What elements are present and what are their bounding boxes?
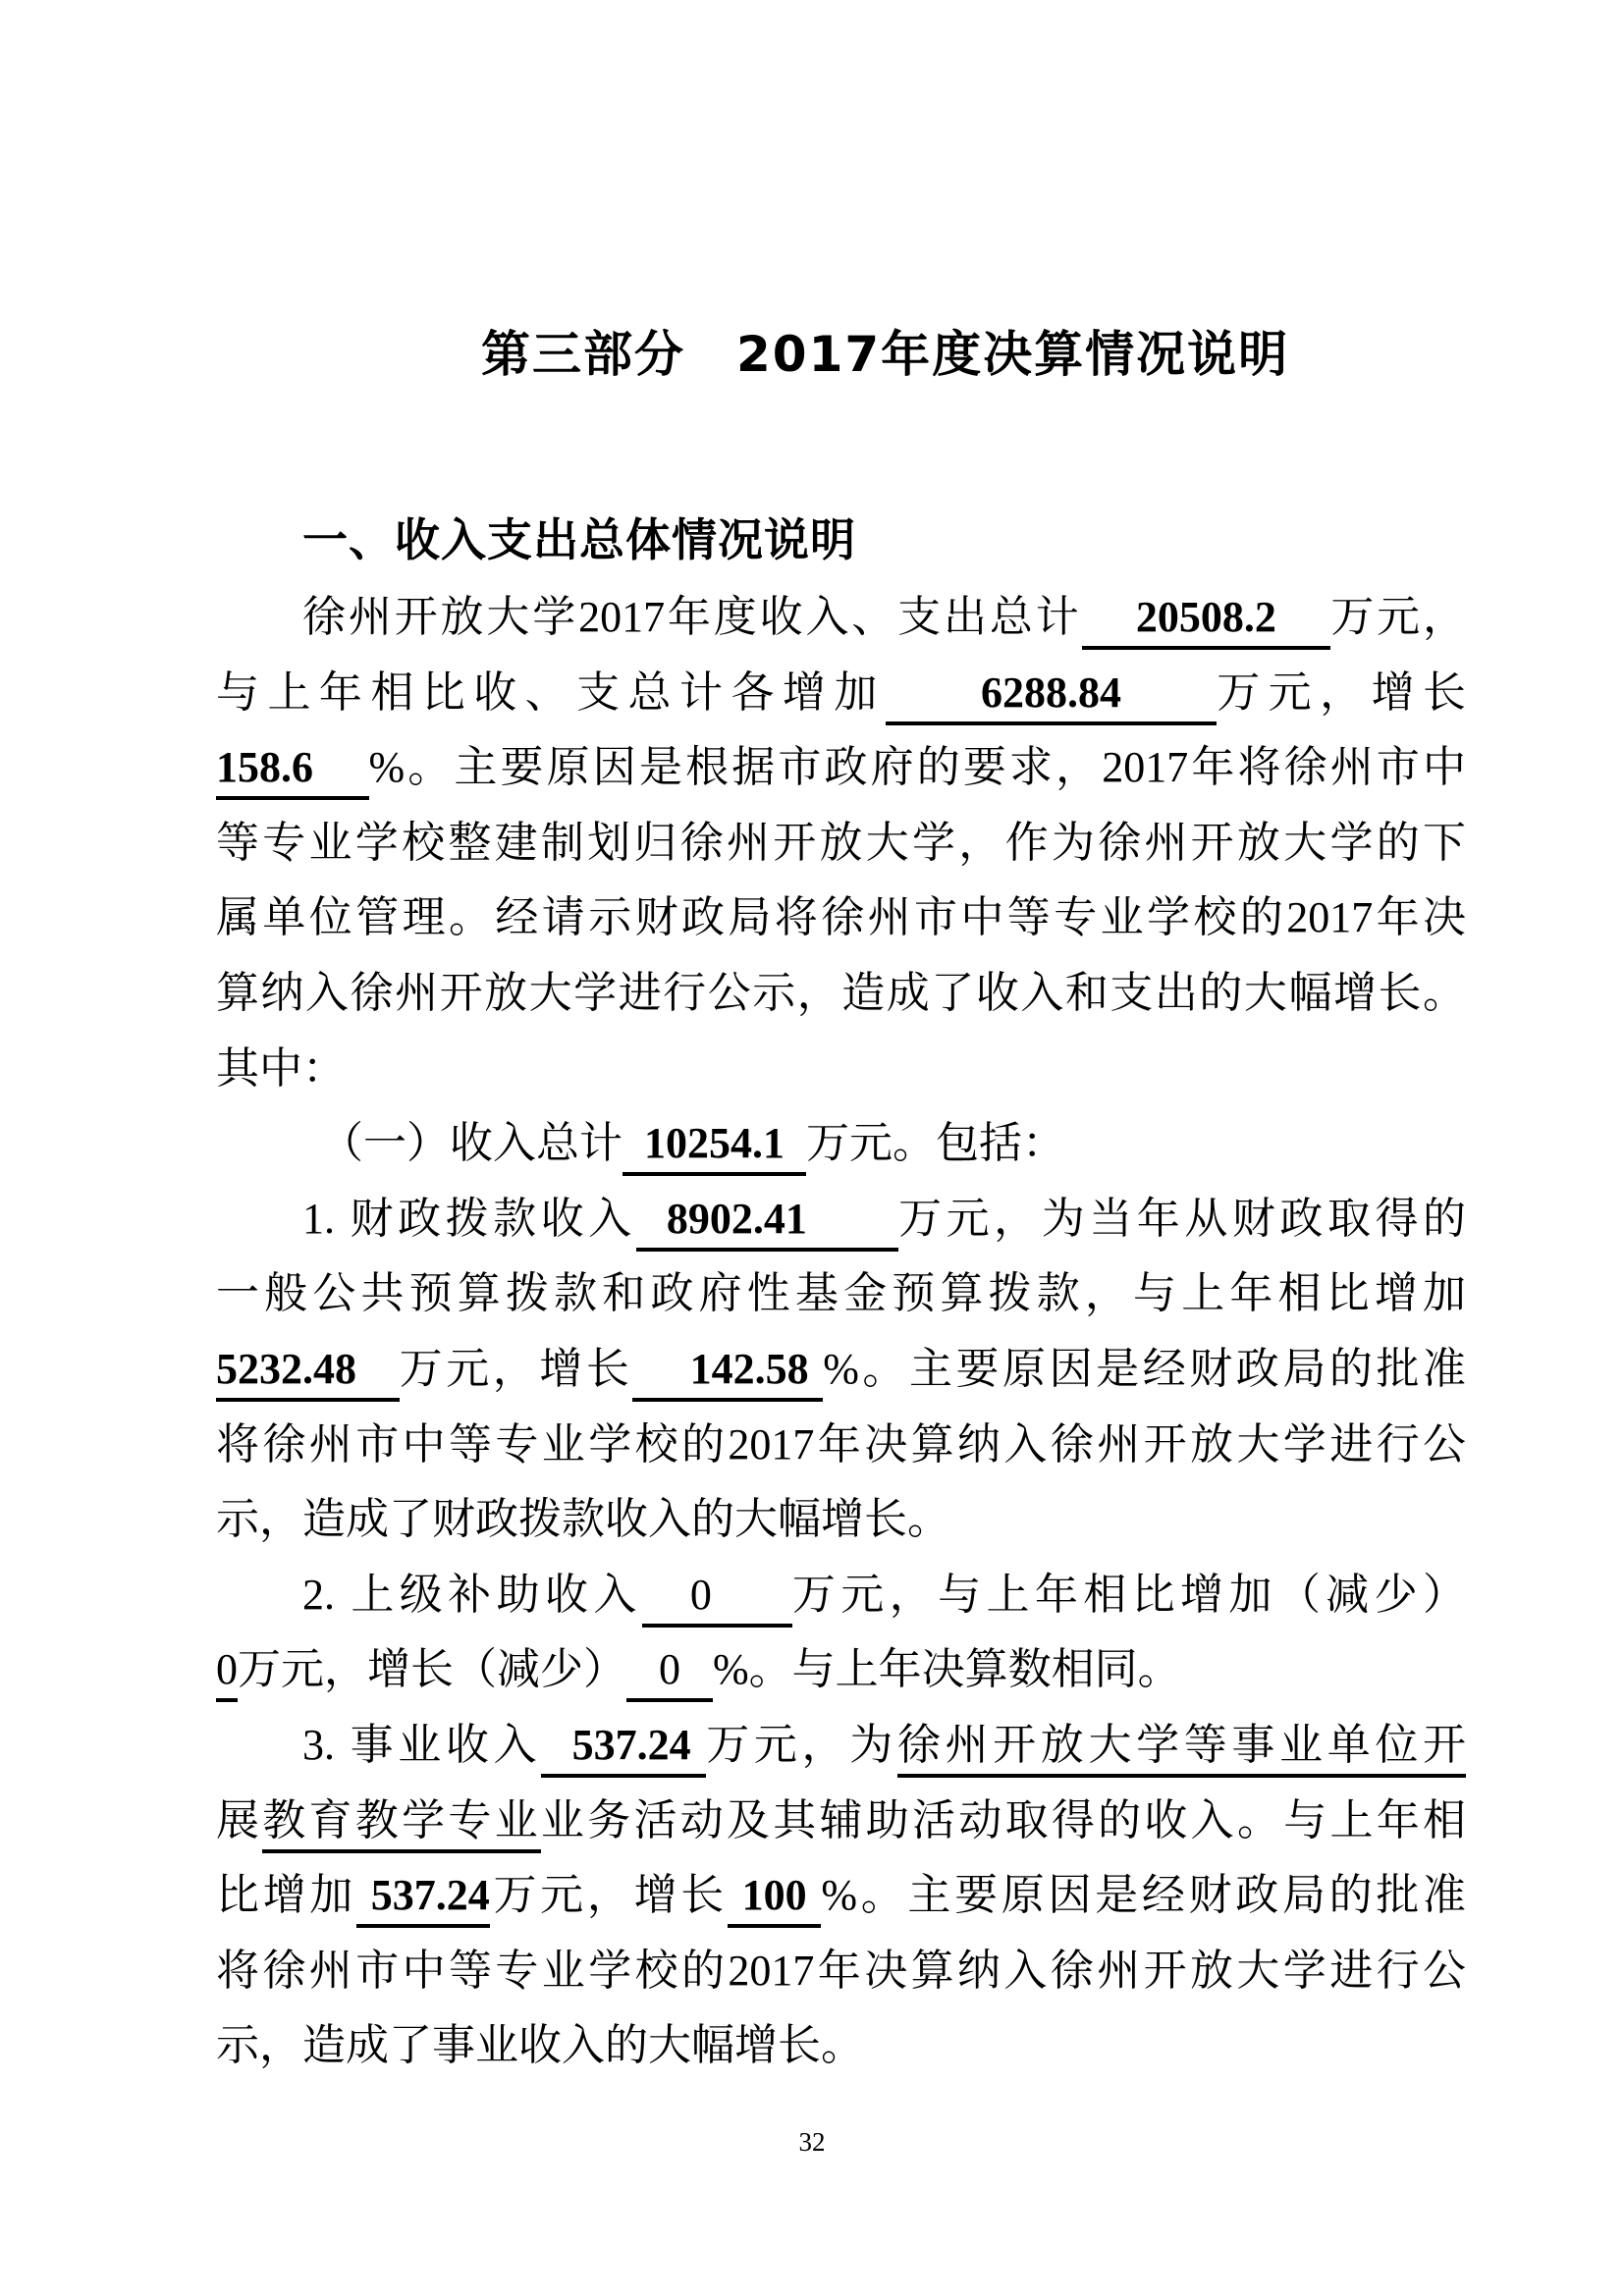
text-segment: 业务活动及其辅助活动取得的收入。与上年相 (540, 1796, 1467, 1844)
text-line (216, 2017, 864, 2074)
text-segment: 万元，与上年相比增加（减少） (791, 1571, 1467, 1619)
text-segment: 将徐州市中等专业学校的2017年决算纳入徐州开放大学进行公 (216, 1420, 1466, 1468)
text-segment: %。主要原因是经财政局的批准 (823, 1345, 1467, 1393)
underlined-value: 10254.1 (623, 1119, 806, 1176)
text-segment: 万元， (1330, 593, 1467, 641)
underlined-value: 徐州开放大学等事业单位开 (897, 1721, 1466, 1778)
text-line (302, 1567, 1466, 1624)
text-segment: 一般公共预算拨款和政府性基金预算拨款，与上年相比增加 (216, 1269, 1466, 1317)
text-segment: %。主要原因是根据市政府的要求，2017年将徐州市中 (368, 743, 1466, 791)
underlined-value: 100 (728, 1871, 821, 1928)
section-heading: 一、收入支出总体情况说明 (302, 513, 856, 566)
text-line (216, 1867, 1466, 1924)
text-segment: 与上年相比收、支总计各增加 (216, 668, 886, 717)
underlined-value: 142.58 (632, 1345, 823, 1402)
text-line (216, 889, 1466, 946)
text-segment: 2. 上级补助收入 (302, 1571, 642, 1619)
text-segment: 万元，增长 (489, 1871, 728, 1919)
underlined-value: 0 (216, 1645, 238, 1702)
underlined-value: 8902.41 (636, 1195, 898, 1252)
text-segment: 万元，为当年从财政取得的 (898, 1195, 1467, 1243)
text-line (216, 1792, 1466, 1849)
text-segment: 万元，为 (706, 1721, 897, 1769)
text-segment: 属单位管理。经请示财政局将徐州市中等专业学校的2017年决 (216, 893, 1466, 941)
text-line (216, 1041, 346, 1097)
text-line (216, 1265, 1466, 1322)
document-title: 第三部分 2017年度决算情况说明 (481, 326, 1290, 383)
text-segment: 比增加 (216, 1871, 357, 1919)
text-segment: 徐州开放大学2017年度收入、支出总计 (302, 593, 1082, 641)
text-line (302, 589, 1466, 646)
text-line (216, 1641, 1181, 1698)
text-line (216, 665, 1466, 721)
text-line (302, 1717, 1466, 1774)
underlined-value: 教育教学专业 (262, 1796, 541, 1853)
text-segment: 万元，增长 (1217, 668, 1467, 717)
text-line (216, 1943, 1466, 2000)
text-segment: 万元，增长 (399, 1345, 633, 1393)
text-line (216, 1341, 1466, 1398)
underlined-value: 537.24 (541, 1721, 706, 1778)
text-segment: 其中： (216, 1044, 346, 1093)
text-segment: 等专业学校整建制划归徐州开放大学，作为徐州开放大学的下 (216, 819, 1466, 867)
text-segment: 1. 财政拨款收入 (302, 1195, 636, 1243)
underlined-value: 158.6 (216, 743, 369, 800)
page-number: 32 (798, 2127, 826, 2157)
text-line (216, 815, 1466, 872)
text-segment: %。主要原因是经财政局的批准 (821, 1871, 1467, 1919)
underlined-value: 6288.84 (886, 668, 1217, 725)
text-line (216, 739, 1466, 796)
text-segment: 示，造成了事业收入的大幅增长。 (216, 2021, 864, 2069)
underlined-value: 5232.48 (216, 1345, 400, 1402)
underlined-value: 0 (642, 1571, 792, 1628)
text-line (320, 1115, 1065, 1172)
text-segment: 将徐州市中等专业学校的2017年决算纳入徐州开放大学进行公 (216, 1947, 1466, 1995)
underlined-value: 20508.2 (1082, 593, 1331, 650)
text-segment: 万元，增长（减少） (238, 1645, 626, 1693)
text-line (216, 1416, 1466, 1473)
text-segment: 算纳入徐州开放大学进行公示，造成了收入和支出的大幅增长。 (216, 969, 1466, 1017)
text-segment: 万元。包括： (806, 1119, 1065, 1167)
underlined-value: 537.24 (356, 1871, 490, 1928)
text-segment: （一）收入总计 (320, 1119, 623, 1167)
text-segment: 3. 事业收入 (302, 1721, 542, 1769)
underlined-value: 0 (626, 1645, 713, 1702)
text-segment: 示，造成了财政拨款收入的大幅增长。 (216, 1495, 950, 1543)
text-segment: 展 (216, 1796, 263, 1844)
text-line (216, 965, 1466, 1022)
text-segment: %。与上年决算数相同。 (713, 1645, 1181, 1693)
text-line (216, 1491, 950, 1548)
text-line (302, 1191, 1466, 1248)
